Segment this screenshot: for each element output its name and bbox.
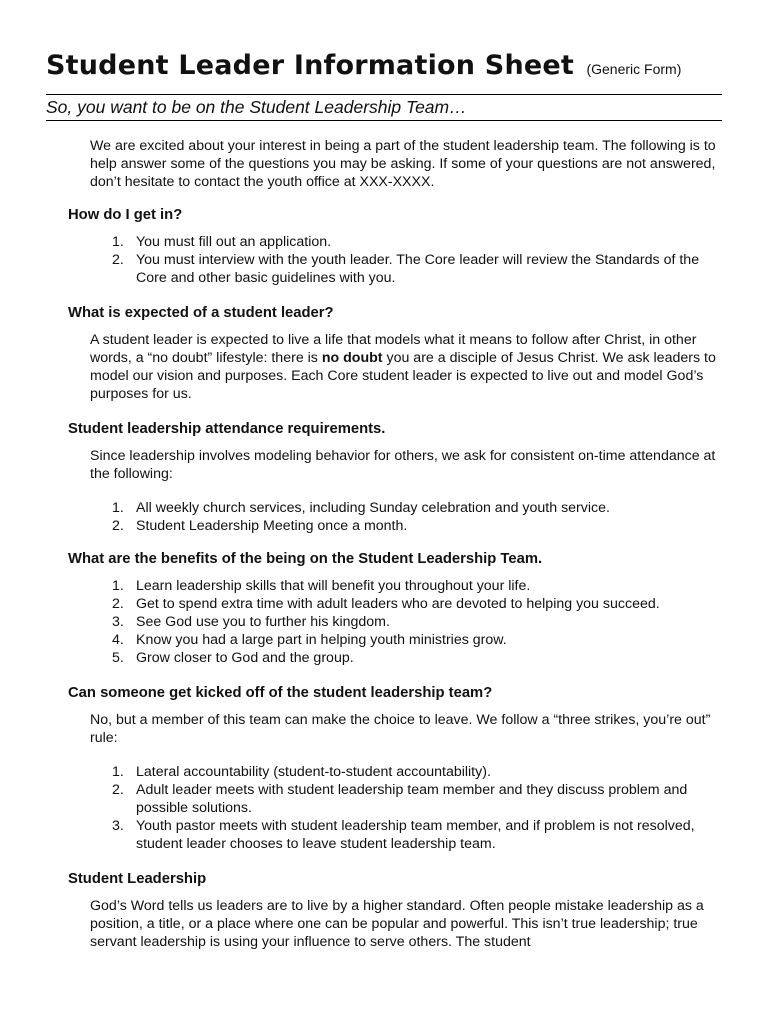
strikes-list: [112, 763, 712, 853]
list-item: 2. Get to spend extra time with adult leaders who are devoted to helping you succeed.: [112, 596, 660, 612]
attendance-paragraph: Since leadership involves modeling behavior for others, we ask for consistent on-time attendance at the following:: [90, 448, 716, 482]
section-heading-kicked-off: Can someone get kicked off of the student leadership team?: [68, 685, 493, 701]
section-heading-expected: What is expected of a student leader?: [68, 305, 334, 321]
list-item: 1. All weekly church services, including Sunday celebration and youth service.: [112, 500, 610, 516]
attendance-list: [112, 499, 712, 535]
get-in-list: [112, 233, 712, 287]
list-item: 3. See God use you to further his kingdom.: [112, 614, 390, 630]
list-item: 1. Lateral accountability (student-to-student accountability).: [112, 764, 491, 780]
list-item: 1. Learn leadership skills that will benefit you throughout your life.: [112, 578, 531, 594]
section-heading-attendance: Student leadership attendance requirements.: [68, 421, 386, 437]
document-body: [0, 137, 768, 951]
title-note: (Generic Form): [586, 61, 682, 77]
page-title: Student Leader Information Sheet: [46, 50, 574, 81]
intro-paragraph: We are excited about your interest in being a part of the student leadership team. The following is to help answer some of the questions you may be asking. If some of your questions are not answered, don’t hesitate to contact the youth office at XXX-XXXX.: [90, 138, 716, 190]
expected-paragraph: A student leader is expected to live a life that models what it means to follow after Christ, in other words, a “no doubt” lifestyle: there is no doubt you are a disciple of Jesus Christ. We ask leaders to model our vision and purposes. Each Core student leader is expected to live out and model God’s purposes for us.: [90, 332, 716, 402]
kicked-off-paragraph: No, but a member of this team can make the choice to leave. We follow a “three strikes, you’re out” rule:: [90, 712, 711, 746]
section-heading-get-in: How do I get in?: [68, 207, 183, 223]
section-heading-benefits: What are the benefits of the being on the Student Leadership Team.: [68, 551, 543, 567]
list-item: 1. You must fill out an application.: [112, 234, 332, 250]
section-heading-student-leadership: Student Leadership: [68, 871, 207, 887]
list-item: 2. You must interview with the youth leader. The Core leader will review the Standards of the Core and other basic guidelines with you.: [112, 252, 700, 286]
list-item: 2. Adult leader meets with student leadership team member and they discuss problem and possible solutions.: [112, 782, 688, 816]
list-item: 2. Student Leadership Meeting once a month.: [112, 518, 408, 534]
divider-bottom: [46, 120, 722, 121]
divider-top: [46, 94, 722, 95]
list-item: 4. Know you had a large part in helping youth ministries grow.: [112, 632, 507, 648]
page-subtitle: So, you want to be on the Student Leadership Team…: [46, 97, 467, 117]
list-item: 3. Youth pastor meets with student leadership team member, and if problem is not resolved, student leader chooses to leave student leadership team.: [112, 818, 695, 852]
list-item: 5. Grow closer to God and the group.: [112, 650, 354, 666]
benefits-list: [112, 577, 712, 667]
student-leadership-paragraph: God’s Word tells us leaders are to live by a higher standard. Often people mistake leadership as a position, a title, or a place where one can be popular and powerful. This isn’t true leadership; true servant leadership is using your influence to serve others. The student: [90, 898, 704, 950]
title-row: [46, 50, 722, 81]
